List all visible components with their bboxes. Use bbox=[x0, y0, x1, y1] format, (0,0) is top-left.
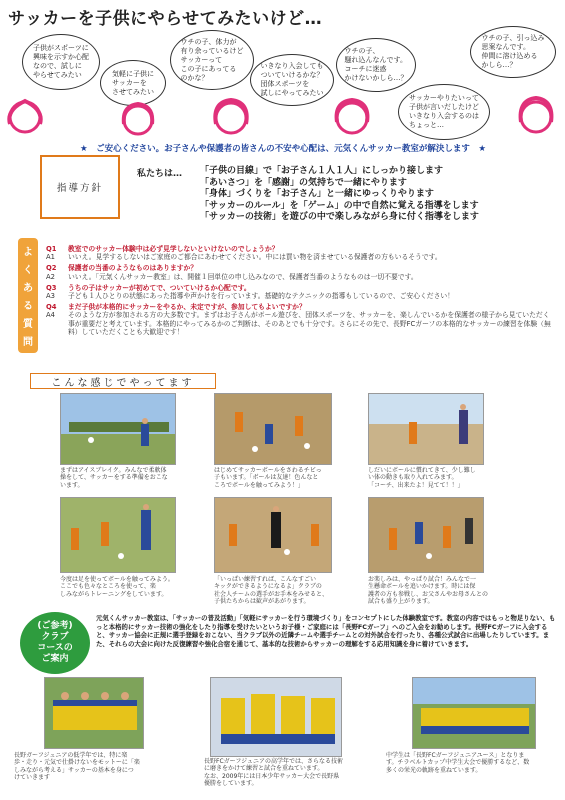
policy-item: 「サッカーの技術」を遊びの中で楽しみながら身に付く指導をします bbox=[200, 212, 479, 222]
section-heading: こんな感じでやってます bbox=[30, 373, 216, 389]
mother-head-illustration bbox=[4, 96, 46, 138]
speech-bubble: ウチの子、引っ込み 思案なんです。 仲間に溶け込める かしら…？ bbox=[470, 26, 556, 78]
photo-caption: 今度は足を使ってボールを触ってみよう。 ここでも色々なところを使って、楽 しみながらトレーニングをしています。 bbox=[60, 576, 174, 598]
photo-caption: お楽しみは、やっぱり試合！みんなで一 生懸命ボールを追いかけます。時には保 護者の方も参戦し、お父さんやお母さんとの 試合も盛り上がります。 bbox=[368, 576, 489, 606]
speech-bubble: 子供がスポーツに 興味を示すか心配 なので、試しに やらせてみたい bbox=[22, 34, 100, 90]
activity-photo bbox=[60, 497, 176, 573]
policy-lead: 私たちは… bbox=[137, 169, 183, 179]
speech-bubble: ウチの子、体力が 有り余っているけど サッカーって この子にあってる のかな？ bbox=[170, 30, 254, 90]
activity-photo bbox=[214, 497, 332, 573]
mother-head-illustration bbox=[330, 94, 374, 138]
club-photo bbox=[412, 677, 536, 749]
faq-answer: A2 いいえ。「元気くんサッカー教室」は、開催１回単位の申し込みなので、保護者当番のようなものは一切不要です。 bbox=[46, 272, 418, 281]
faq-side-char: 質 bbox=[23, 318, 33, 330]
policy-item: 「サッカーのルール」を「ゲーム」の中で自然に覚える指導をします bbox=[200, 200, 479, 211]
speech-bubble: ウチの子、 騒れ込んなんです。 コーチに迷惑 かけないかしら…？ bbox=[336, 38, 416, 92]
activity-photo bbox=[368, 393, 484, 465]
policy-item: 「身体」づくりを「お子さん」と一緒にゆっくりやります bbox=[200, 189, 434, 199]
activity-photo bbox=[60, 393, 176, 465]
faq-side-char: 問 bbox=[23, 336, 33, 348]
policy-item: 「あいさつ」を「感謝」の気持ちで一緒にやります bbox=[200, 177, 407, 188]
faq-answer: A1 いいえ。見学するしないはご家庭のご都合にあわせてください。中には買い物を済ませている保護者の方もいるそうです。 bbox=[46, 253, 442, 262]
page-title: サッカーを子供にやらせてみたいけど… bbox=[8, 9, 323, 29]
club-photo-caption: 中学生は「長野FCガーフジュニアユース」となりま す。チラベルトカップ中学生大会で優勝するなど、数 多くの栄光の軌跡を重ねています。 bbox=[386, 752, 530, 774]
policy-label-box: 指導方針 bbox=[40, 155, 120, 219]
faq-side-char: く bbox=[23, 265, 33, 277]
faq-question: Q4 まだ子供が本格的にサッカーをやるか、未定ですが、参加してもよいですか？ bbox=[46, 303, 306, 312]
activity-photo bbox=[368, 497, 484, 573]
photo-caption: 「いっぱい練習すれば、こんなすごい キックができるようになるよ」クラブの 社会人チームの選手がお手本をみせると、 子供たちからは歓声があがります。 bbox=[214, 576, 329, 606]
activity-photo bbox=[214, 393, 332, 465]
photo-caption: まずはアイスブレイク。みんなで柔軟体 操をして、サッカーをする準備をおこな います。 bbox=[60, 467, 168, 489]
faq-list bbox=[46, 242, 551, 336]
club-photo bbox=[44, 677, 144, 749]
faq-side-char: あ bbox=[23, 283, 33, 295]
faq-question: Q3 うちの子はサッカーが初めてで、ついていけるか心配です。 bbox=[46, 283, 251, 292]
faq-side-label bbox=[18, 238, 38, 353]
club-course-badge: (ご参考) クラブ コースの ご案内 bbox=[20, 612, 90, 674]
club-photo-caption: 長野ガーフジュニアの低学年では、特に楽 歩・走り・元気で仕掛けないをモットーに「楽 しみながら考える」サッカーの基本を身につ けていきます bbox=[14, 752, 140, 782]
club-course-description: 元気くんサッカー教室は、「サッカーの普及活動」「気軽にサッカーを行う環境づくり」をコンセプトにした体験教室です。教室の内容ではもっと物足りない、もっと本格的にサッカー技術の強化をしたり指導を受けたいというお子様・ご家庭には「長野FCガーフ」へのご入会をお勧めします。長野FCガーフに入会すると、サッカー協会に正規に選手登録をおこない、当クラブ以外の近隣チームや選手チームとの対外試合を行ったり、各種公式試合に出場したりしています。また、それらの大会に向けた反復練習や強化合宿を通じて、基本的な技術からサッカーの理解をする応用知識を身に着けていきます。 bbox=[96, 614, 556, 648]
faq-question: Q2 保護者の当番のようなものはありますか？ bbox=[46, 264, 198, 273]
speech-bubble: 気軽に子供に サッカーを させてみたい bbox=[100, 60, 166, 106]
mother-head-illustration bbox=[208, 94, 254, 140]
reassurance-notice: ★ ご安心ください。お子さんや保護者の皆さんの不安や心配は、元気くんサッカー教室が解決します ★ bbox=[79, 144, 487, 154]
faq-question: Q1 教室でのサッカー体験中は必ず見学しないといけないのでしょうか？ bbox=[46, 245, 279, 253]
faq-side-char: る bbox=[23, 300, 33, 312]
mother-head-illustration bbox=[514, 92, 558, 138]
policy-item: 「子供の目線」で「お子さん１人１人」にしっかり接します bbox=[200, 166, 444, 176]
policy-list bbox=[200, 166, 479, 224]
speech-bubble: いきなり入会しても ついていけるかな？ 団体スポーツを 試しにやってみたい bbox=[250, 54, 334, 106]
faq-answer: A3 子ども１人ひとりの状態にあった指導や声かけを行っています。基礎的なテクニックの指導もしているので、ご安心ください！ bbox=[46, 292, 454, 301]
faq-answer: A4 そのような方が参加される方の大多数です。まずはお子さんがボール遊びを、団体スポーツを、サッカーを、楽しんでいるかを保護者の様子から見ていただく事が重要だと考えています。本格的にやってみるかのご判断は、そのあとでも十分です。さらにその先で、長野FCガーフの本格的なサッカーの練習を体験（無料）していただくことも大歓迎です！ bbox=[46, 311, 551, 336]
faq-side-char: よ bbox=[23, 247, 33, 259]
club-photo-caption: 長野FCガーフジュニアの高学年では、さらなる技術 に磨きをかけて練習と試合を重ねています。 なお、2009年には日本少年サッカー大会で長野県 優勝をしています。 bbox=[204, 758, 343, 788]
photo-caption: はじめてサッカーボールをさわるチビっ 子もいます。「ボールは友達！色んなと ころでボールを触ってみよう！」 bbox=[214, 467, 322, 489]
mother-head-illustration bbox=[118, 98, 158, 138]
photo-caption: しだいにボールに慣れてきて、少し難し い体の動きも取り入れてみます。 「コーチ、出来たよ！見てて！！」 bbox=[368, 467, 476, 489]
club-photo bbox=[210, 677, 342, 757]
speech-bubble: サッカーやりたいって 子供が言いだしたけど いきなり入会するのは ちょっと… bbox=[398, 84, 490, 140]
